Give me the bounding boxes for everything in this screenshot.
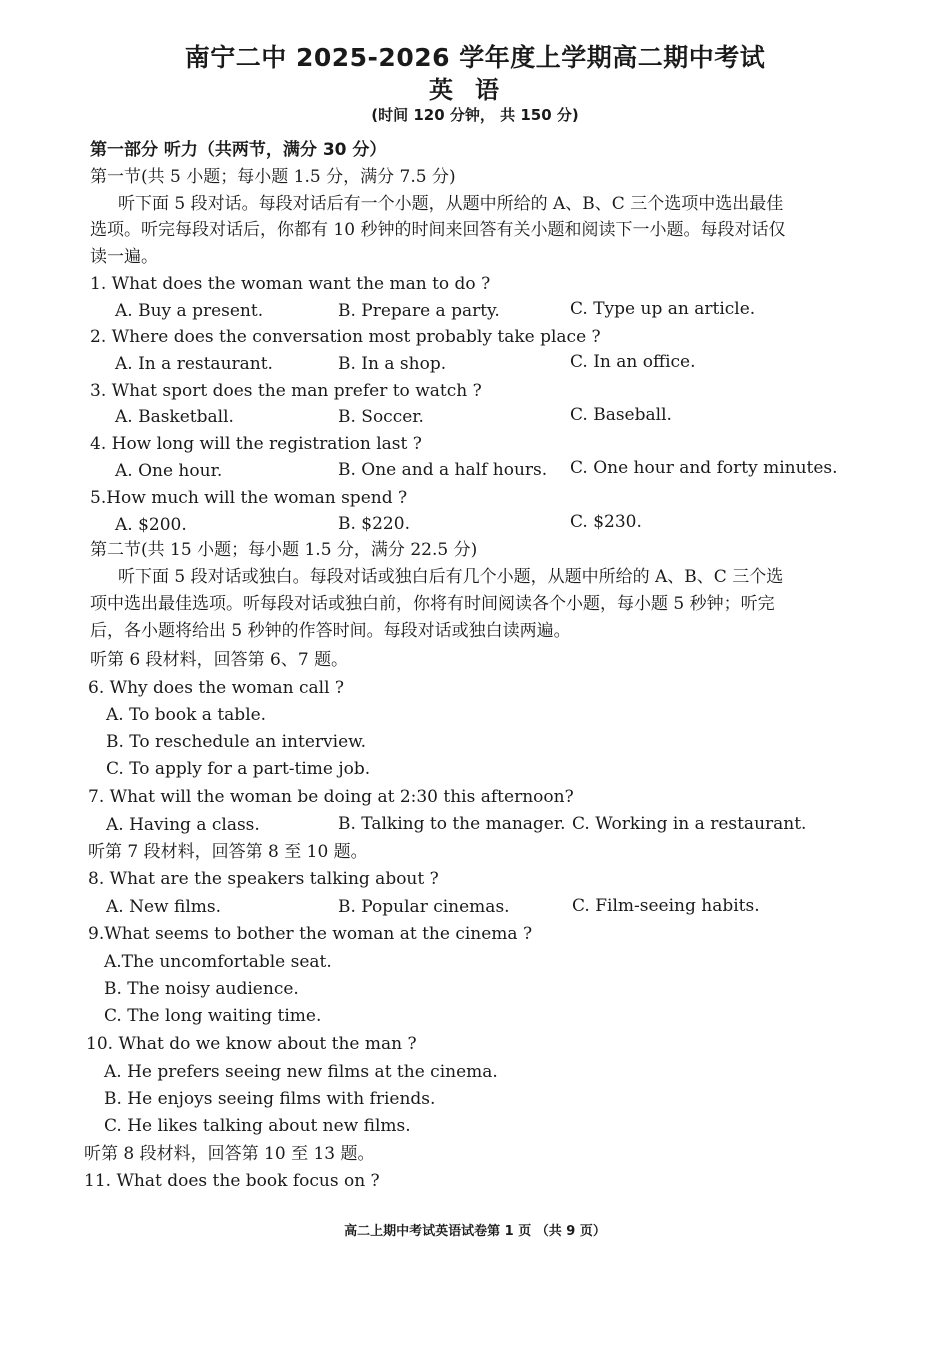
q10-option-c: C. He likes talking about new films.	[104, 1116, 411, 1136]
q9-option-b: B. The noisy audience.	[104, 979, 299, 999]
section2-instruction-line2: 项中选出最佳选项。听每段对话或独白前，你将有时间阅读各个小题，每小题 5 秒钟；听完	[90, 594, 775, 614]
q8-option-b: B. Popular cinemas.	[338, 897, 510, 917]
part1-heading: 第一部分 听力（共两节，满分 30 分）	[90, 140, 387, 160]
q6-option-b: B. To reschedule an interview.	[106, 732, 367, 752]
q7-option-b: B. Talking to the manager.	[338, 814, 566, 834]
material-6-heading: 听第 6 段材料，回答第 6、7 题。	[90, 650, 349, 670]
q9-option-c: C. The long waiting time.	[104, 1006, 322, 1026]
question-1: 1. What does the woman want the man to do ?	[90, 274, 491, 294]
section1-instruction-line3: 读一遍。	[90, 247, 158, 267]
question-9: 9.What seems to bother the woman at the cinema ?	[88, 924, 533, 944]
q5-option-c: C. $230.	[570, 512, 642, 532]
exam-time-info: (时间 120 分钟， 共 150 分)	[371, 106, 579, 124]
q9-option-a: A.The uncomfortable seat.	[104, 952, 332, 972]
page-footer: 高二上期中考试英语试卷第 1 页 （共 9 页）	[344, 1224, 606, 1239]
q7-option-a: A. Having a class.	[106, 815, 260, 835]
q4-option-b: B. One and a half hours.	[338, 460, 548, 480]
q10-option-b: B. He enjoys seeing films with friends.	[104, 1089, 436, 1109]
section1-instruction-line2: 选项。听完每段对话后，你都有 10 秒钟的时间来回答有关小题和阅读下一小题。每段对话仅	[90, 220, 786, 240]
section1-instruction-line1: 听下面 5 段对话。每段对话后有一个小题，从题中所给的 A、B、C 三个选项中选出最佳	[118, 194, 784, 214]
q1-option-b: B. Prepare a party.	[338, 301, 500, 321]
q3-option-c: C. Baseball.	[570, 405, 672, 425]
q1-option-a: A. Buy a present.	[115, 301, 264, 321]
q3-option-b: B. Soccer.	[338, 407, 424, 427]
material-8-heading: 听第 8 段材料，回答第 10 至 13 题。	[84, 1144, 375, 1164]
q6-option-c: C. To apply for a part-time job.	[106, 759, 371, 779]
q2-option-a: A. In a restaurant.	[115, 354, 273, 374]
section1-heading: 第一节(共 5 小题；每小题 1.5 分，满分 7.5 分)	[90, 167, 456, 187]
q4-option-a: A. One hour.	[115, 461, 223, 481]
question-5: 5.How much will the woman spend ?	[90, 488, 408, 508]
q5-option-b: B. $220.	[338, 514, 410, 534]
q3-option-a: A. Basketball.	[115, 407, 234, 427]
question-10: 10. What do we know about the man ?	[86, 1034, 417, 1054]
q7-option-c: C. Working in a restaurant.	[572, 814, 807, 834]
q6-option-a: A. To book a table.	[106, 705, 267, 725]
exam-subject: 英语	[429, 76, 521, 104]
question-6: 6. Why does the woman call ?	[88, 678, 345, 698]
q8-option-a: A. New films.	[106, 897, 221, 917]
q1-option-c: C. Type up an article.	[570, 299, 756, 319]
q2-option-b: B. In a shop.	[338, 354, 447, 374]
question-4: 4. How long will the registration last ?	[90, 434, 422, 454]
question-8: 8. What are the speakers talking about ?	[88, 869, 439, 889]
question-11: 11. What does the book focus on ?	[84, 1171, 380, 1191]
question-7: 7. What will the woman be doing at 2:30 this afternoon?	[88, 787, 574, 807]
question-3: 3. What sport does the man prefer to watch ?	[90, 381, 482, 401]
question-2: 2. Where does the conversation most probably take place ?	[90, 327, 601, 347]
exam-title: 南宁二中 2025-2026 学年度上学期高二期中考试	[184, 43, 766, 72]
q8-option-c: C. Film-seeing habits.	[572, 896, 760, 916]
section2-instruction-line1: 听下面 5 段对话或独白。每段对话或独白后有几个小题，从题中所给的 A、B、C 三个选	[118, 567, 784, 587]
q5-option-a: A. $200.	[115, 515, 187, 535]
section2-instruction-line3: 后，各小题将给出 5 秒钟的作答时间。每段对话或独白读两遍。	[90, 621, 571, 641]
section2-heading: 第二节(共 15 小题；每小题 1.5 分，满分 22.5 分)	[90, 540, 478, 560]
q10-option-a: A. He prefers seeing new films at the cinema.	[104, 1062, 498, 1082]
q2-option-c: C. In an office.	[570, 352, 696, 372]
q4-option-c: C. One hour and forty minutes.	[570, 458, 838, 478]
material-7-heading: 听第 7 段材料，回答第 8 至 10 题。	[88, 842, 368, 862]
